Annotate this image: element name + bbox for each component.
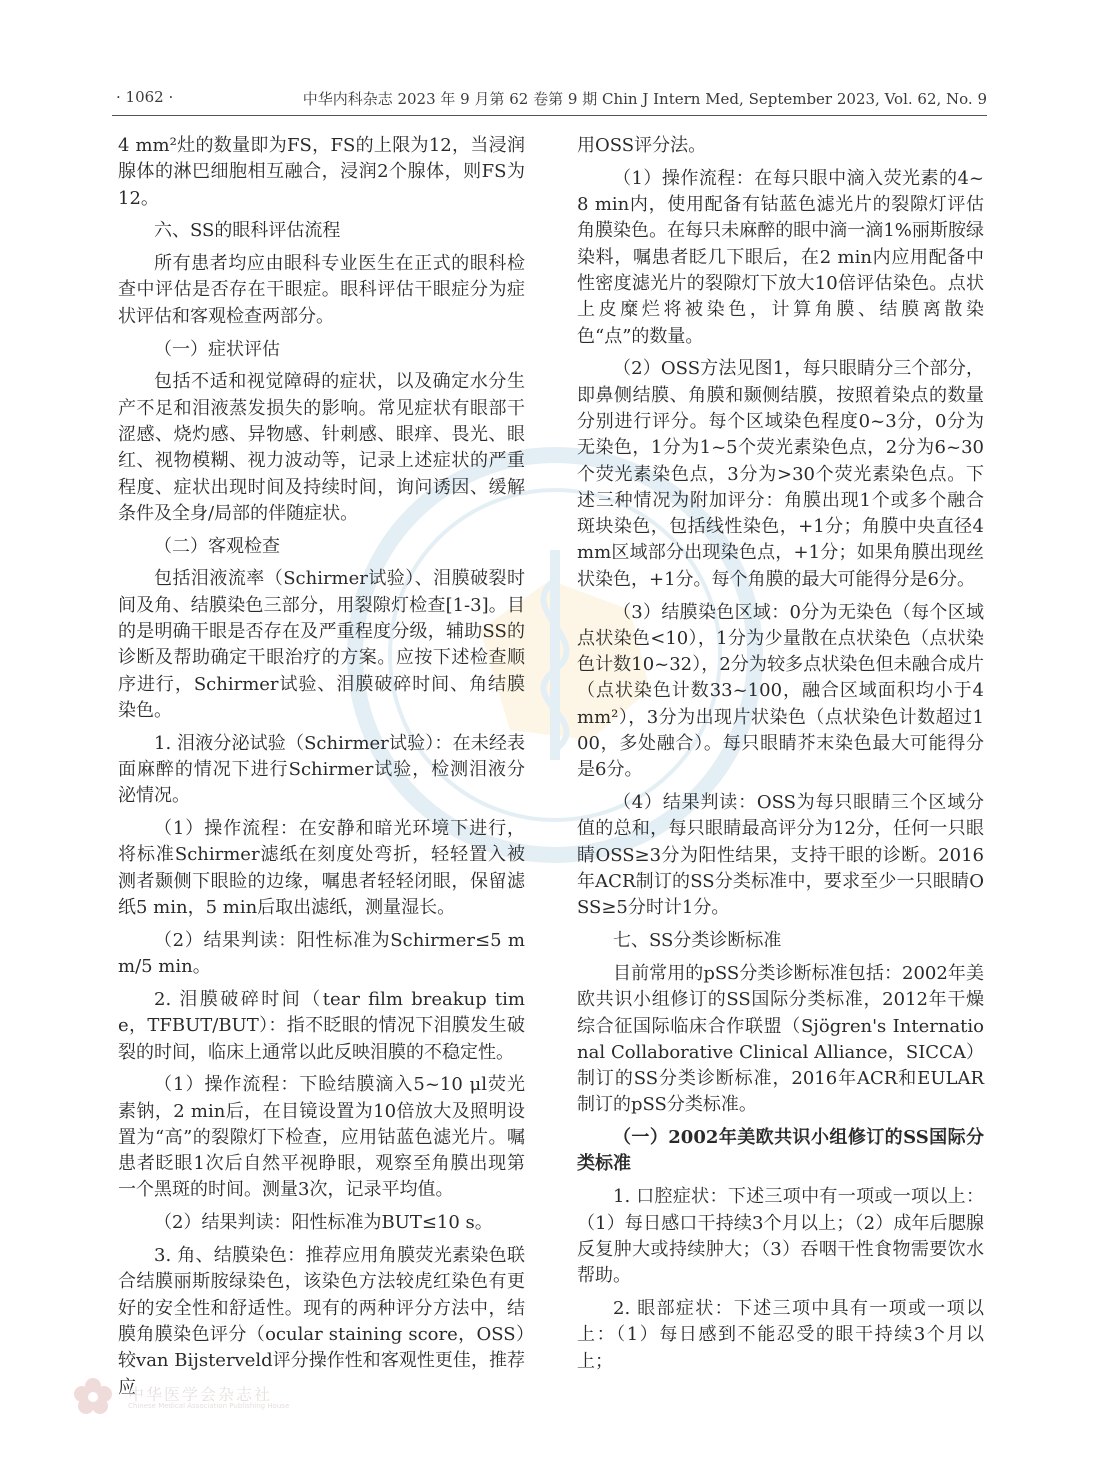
paragraph: （一）2002年美欧共识小组修订的SS国际分类标准 xyxy=(577,1127,984,1175)
paragraph: （一）症状评估 xyxy=(154,338,280,360)
paragraph: （4）结果判读：OSS为每只眼睛三个区域分值的总和，每只眼睛最高评分为12分，任何一只眼睛OSS≥3分为阳性结果，支持干眼的诊断。2016年ACR制订的SS分类标准中，要求至少一只眼睛OSS≥5分时计1分。 xyxy=(577,792,984,919)
paragraph: 七、SS分类诊断标准 xyxy=(613,930,782,952)
publisher-flower-icon xyxy=(70,1376,116,1416)
paragraph: 包括不适和视觉障碍的症状，以及确定水分生产不足和泪液蒸发损失的影响。常见症状有眼部干涩感、烧灼感、异物感、针刺感、眼痒、畏光、眼红、视物模糊、视力波动等，记录上述症状的严重程度、症状出现时间及持续时间，询问诱因、缓解条件及全身/局部的伴随症状。 xyxy=(118,371,525,524)
paragraph: 2. 眼部症状：下述三项中具有一项或一项以上：（1）每日感到不能忍受的眼干持续3个月以上； xyxy=(577,1297,984,1372)
paragraph: 1. 口腔症状：下述三项中有一项或一项以上：（1）每日感口干持续3个月以上；（2）成年后腮腺反复肿大或持续肿大；（3）吞咽干性食物需要饮水帮助。 xyxy=(577,1186,984,1287)
journal-citation: 中华内科杂志 2023 年 9 月第 62 卷第 9 期 Chin J Intern Med, September 2023, Vol. 62, No. 9 xyxy=(302,90,987,108)
paragraph: （2）结果判读：阳性标准为Schirmer≤5 mm/5 min。 xyxy=(118,929,525,978)
paragraph: （1）操作流程：在每只眼中滴入荧光素的4~8 min内，使用配备有钴蓝色滤光片的裂隙灯评估角膜染色。在每只未麻醉的眼中滴一滴1%丽斯胺绿染料，嘱患者眨几下眼后，在2 min内应用配备中性密度滤光片的裂隙灯下放大10倍评估染色。点状上皮糜烂将被染色，计算角膜、结膜离散染色“点”的数量。 xyxy=(577,167,985,347)
paragraph: （二）客观检查 xyxy=(154,535,280,557)
paragraph: 2. 泪膜破碎时间（tear film breakup time，TFBUT/BUT）：指不眨眼的情况下泪膜发生破裂的时间，临床上通常以此反映泪膜的不稳定性。 xyxy=(118,988,525,1063)
page-number: · 1062 · xyxy=(116,88,174,106)
publisher-name: 中华医学会杂志社 xyxy=(128,1385,273,1404)
paragraph: 六、SS的眼科评估流程 xyxy=(154,220,341,242)
paragraph: 1. 泪液分泌试验（Schirmer试验）：在未经表面麻醉的情况下进行Schirmer试验，检测泪液分泌情况。 xyxy=(118,732,525,807)
paragraph: 3. 角、结膜染色：推荐应用角膜荧光素染色联合结膜丽斯胺绿染色，该染色方法较虎红染色有更好的安全性和舒适性。现有的两种评分方法中，结膜角膜染色评分（ocular staining score，OSS）较van Bijsterveld评分操作性和客观性更佳，推荐应 xyxy=(118,1245,525,1398)
publisher-name-en: Chinese Medical Association Publishing House xyxy=(128,1402,290,1410)
paragraph: （1）操作流程：下睑结膜滴入5~10 μl荧光素钠，2 min后，在目镜设置为10倍放大及照明设置为“高”的裂隙灯下检查，应用钴蓝色滤光片。嘱患者眨眼1次后自然平视睁眼，观察至角膜出现第一个黑斑的时间。测量3次，记录平均值。 xyxy=(118,1074,525,1201)
paragraph: （2）OSS方法见图1，每只眼睛分三个部分，即鼻侧结膜、角膜和颞侧结膜，按照着染点的数量分别进行评分。每个区域染色程度0~3分，0分为无染色，1分为1~5个荧光素染色点，2分为6~30个荧光素染色点，3分为>30个荧光素染色点。下述三种情况为附加评分：角膜出现1个或多个融合斑块染色，包括线性染色，+1分；角膜中央直径4 mm区域部分出现染色点，+1分；如果角膜出现丝状染色，+1分。每个角膜的最大可能得分是6分。 xyxy=(577,358,984,590)
paragraph: （3）结膜染色区域：0分为无染色（每个区域点状染色<10），1分为少量散在点状染色（点状染色计数10~32），2分为较多点状染色但未融合成片（点状染色计数33~100，融合区域面积均小于4 mm²），3分为出现片状染色（点状染色计数超过100，多处融合）。每只眼睛芥末染色最大可能得分是6分。 xyxy=(577,601,984,781)
paragraph: 包括泪液流率（Schirmer试验）、泪膜破裂时间及角、结膜染色三部分，用裂隙灯检查[1-3]。目的是明确干眼是否存在及严重程度分级，辅助SS的诊断及帮助确定干眼治疗的方案。应按下述检查顺序进行，Schirmer试验、泪膜破碎时间、角结膜染色。 xyxy=(118,568,525,721)
paragraph: （1）操作流程：在安静和暗光环境下进行，将标准Schirmer滤纸在刻度处弯折，轻轻置入被测者颞侧下眼睑的边缘，嘱患者轻轻闭眼，保留滤纸5 min，5 min后取出滤纸，测量湿长。 xyxy=(118,818,525,919)
paragraph: 目前常用的pSS分类诊断标准包括：2002年美欧共识小组修订的SS国际分类标准，2012年干燥综合征国际临床合作联盟（Sjögren's International Collaborative Clinical Alliance，SICCA）制订的SS分类诊断标准，2016年ACR和EULAR制订的pSS分类标准。 xyxy=(577,962,984,1116)
paragraph: 所有患者均应由眼科专业医生在正式的眼科检查中评估是否存在干眼症。眼科评估干眼症分为症状评估和客观检查两部分。 xyxy=(118,253,525,327)
right-column xyxy=(577,133,984,1381)
paragraph: 用OSS评分法。 xyxy=(577,135,707,156)
running-header xyxy=(112,88,987,112)
header-rule xyxy=(112,115,987,116)
paragraph: （2）结果判读：阳性标准为BUT≤10 s。 xyxy=(154,1212,493,1234)
paragraph: 4 mm²灶的数量即为FS，FS的上限为12，当浸润腺体的淋巴细胞相互融合，浸润2个腺体，则FS为12。 xyxy=(118,135,525,209)
left-column xyxy=(118,133,525,1407)
